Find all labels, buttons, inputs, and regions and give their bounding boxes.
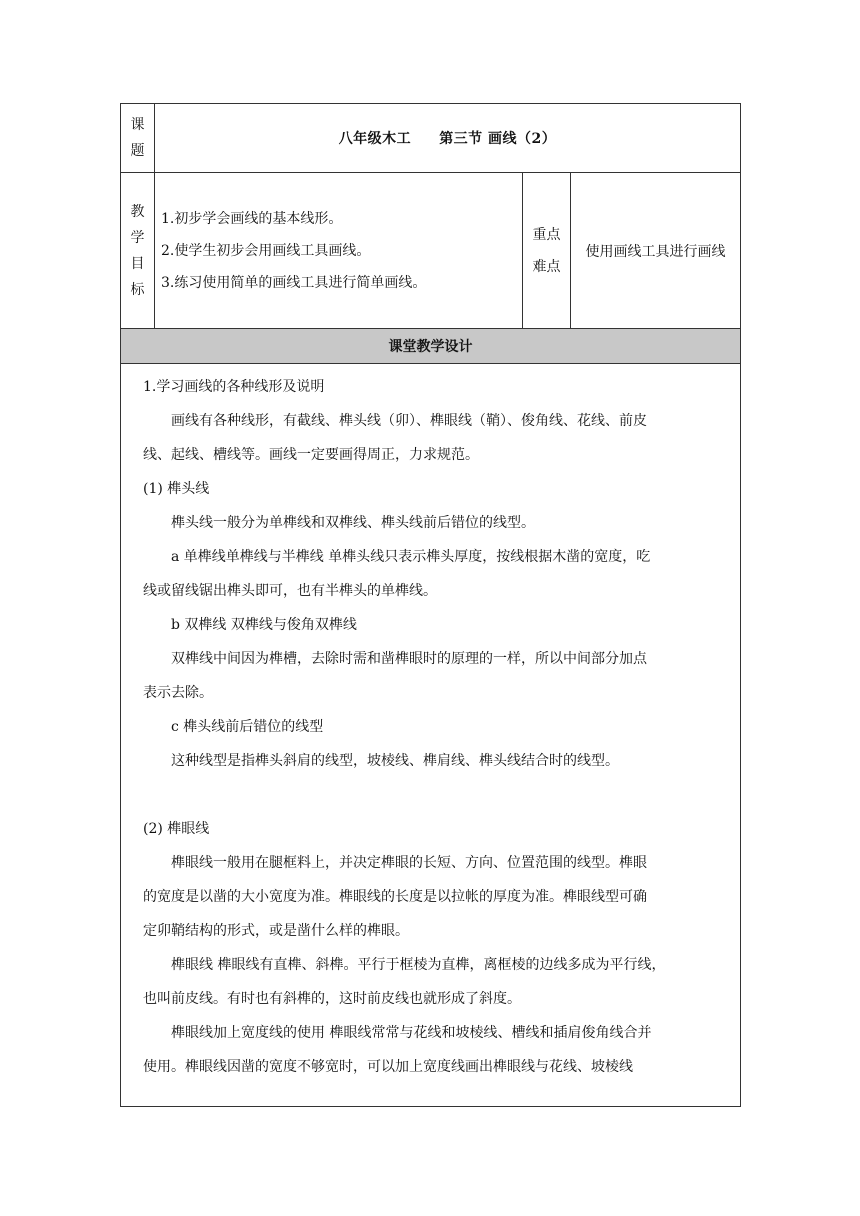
body-paragraph-line: 1.学习画线的各种线形及说明 bbox=[143, 379, 325, 395]
body-paragraph-line: 画线有各种线形，有截线、榫头线（卯）、榫眼线（鞘）、俊角线、花线、前皮 bbox=[171, 413, 647, 429]
key-difficulty-label: 重点 难点 bbox=[523, 173, 571, 329]
body-paragraph-line: 定卯鞘结构的形式，或是凿什么样的榫眼。 bbox=[143, 923, 409, 939]
body-paragraph-line: c 榫头线前后错位的线型 bbox=[171, 719, 324, 735]
section-header-row bbox=[121, 329, 741, 364]
body-paragraph-line: 线或留线锯出榫头即可，也有半榫头的单榫线。 bbox=[143, 583, 437, 599]
lesson-title-right: 第三节 画线（2） bbox=[439, 131, 557, 147]
body-paragraph-line: a 单榫线单榫线与半榫线 单榫头线只表示榫头厚度，按线根据木凿的宽度，吃 bbox=[171, 549, 651, 565]
body-paragraph-line: (1) 榫头线 bbox=[143, 481, 210, 497]
section-title: 课堂教学设计 bbox=[121, 329, 741, 364]
title-row bbox=[121, 104, 741, 173]
body-paragraph-line: 的宽度是以凿的大小宽度为准。榫眼线的长度是以拉帐的厚度为准。榫眼线型可确 bbox=[143, 889, 647, 905]
goals-row bbox=[121, 173, 741, 329]
body-paragraph-line: b 双榫线 双榫线与俊角双榫线 bbox=[171, 617, 357, 633]
body-paragraph-line: 双榫线中间因为榫槽，去除时需和凿榫眼时的原理的一样，所以中间部分加点 bbox=[171, 651, 647, 667]
goals-list bbox=[155, 173, 523, 329]
lesson-body bbox=[121, 364, 741, 1107]
body-paragraph-line: 榫眼线加上宽度线的使用 榫眼线常常与花线和坡棱线、槽线和插肩俊角线合并 bbox=[171, 1025, 652, 1041]
goal-item: 3.练习使用简单的画线工具进行简单画线。 bbox=[161, 274, 427, 291]
body-paragraph-line: 榫眼线一般用在腿框料上，并决定榫眼的长短、方向、位置范围的线型。榫眼 bbox=[171, 855, 647, 871]
body-row bbox=[121, 364, 741, 1107]
goal-item: 1.初步学会画线的基本线形。 bbox=[161, 210, 343, 227]
lesson-title-left: 八年级木工 bbox=[338, 131, 412, 147]
body-paragraph-line: 使用。榫眼线因凿的宽度不够宽时，可以加上宽度线画出榫眼线与花线、坡棱线 bbox=[143, 1059, 633, 1075]
body-lines bbox=[143, 370, 722, 1084]
key-difficulty-content: 使用画线工具进行画线 bbox=[571, 173, 741, 329]
body-paragraph-line: 表示去除。 bbox=[143, 685, 213, 701]
body-paragraph-line: 榫眼线 榫眼线有直榫、斜榫。平行于框棱为直榫，离框棱的边线多成为平行线， bbox=[171, 957, 666, 973]
subject-label: 课 题 bbox=[121, 104, 155, 173]
body-paragraph-line: 这种线型是指榫头斜肩的线型，坡棱线、榫肩线、榫头线结合时的线型。 bbox=[171, 753, 619, 769]
body-paragraph-line: 线、起线、槽线等。画线一定要画得周正，力求规范。 bbox=[143, 447, 479, 463]
lesson-title bbox=[155, 104, 741, 173]
goal-item: 2.使学生初步会用画线工具画线。 bbox=[161, 242, 371, 259]
body-paragraph-line: 榫头线一般分为单榫线和双榫线、榫头线前后错位的线型。 bbox=[171, 515, 535, 531]
goals-label: 教 学 目 标 bbox=[121, 173, 155, 329]
body-paragraph-line: (2) 榫眼线 bbox=[143, 821, 210, 837]
lesson-plan-table bbox=[120, 103, 741, 1107]
blank-line bbox=[143, 778, 722, 812]
body-paragraph-line: 也叫前皮线。有时也有斜榫的，这时前皮线也就形成了斜度。 bbox=[143, 991, 521, 1007]
